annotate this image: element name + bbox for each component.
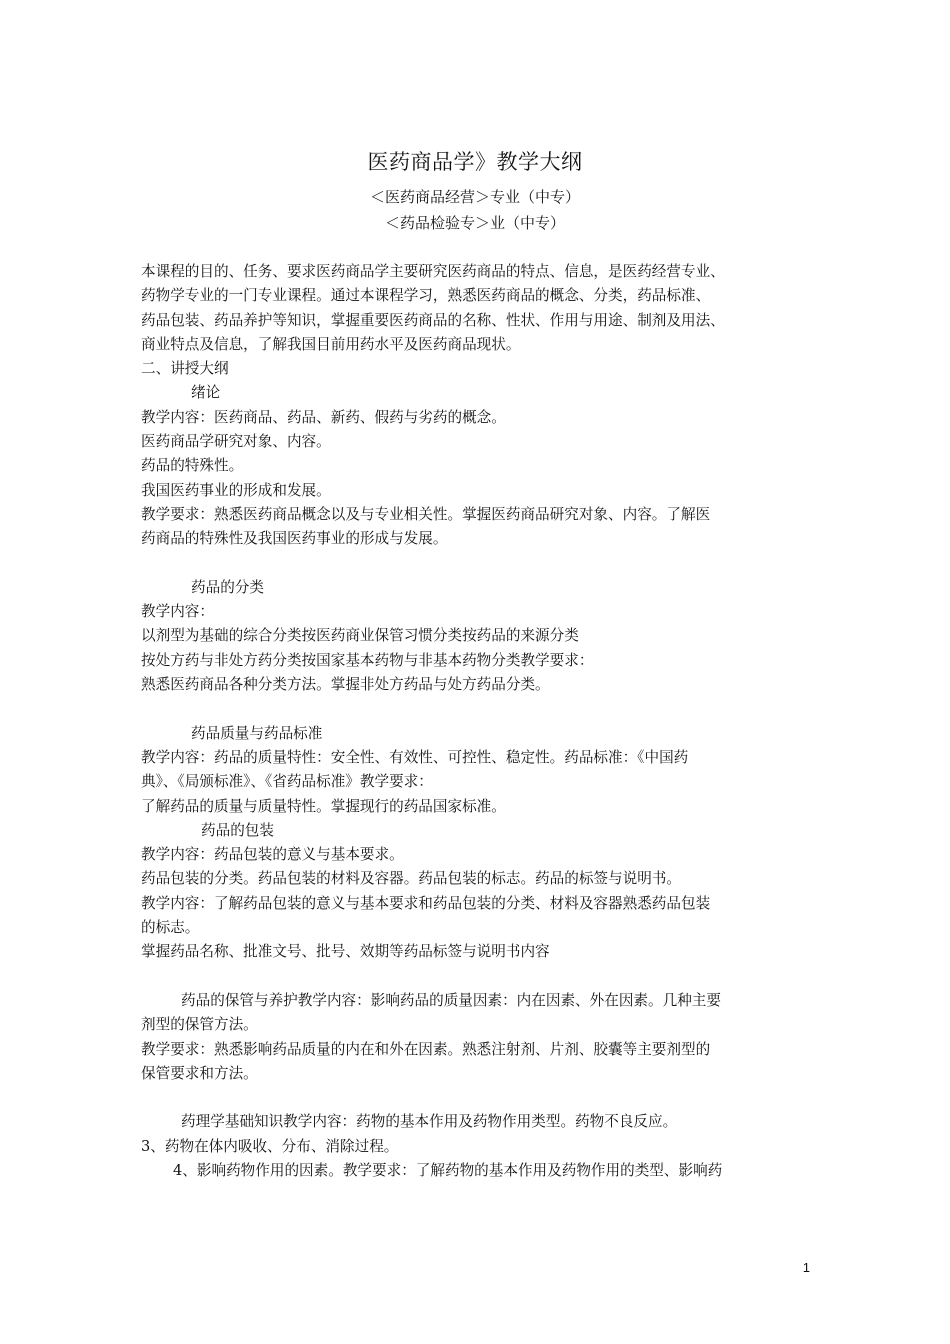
paragraph-line: 教学内容： (141, 603, 214, 621)
document-body (141, 260, 821, 1183)
paragraph-line: 医药商品学研究对象、内容。 (141, 433, 331, 451)
paragraph-line: 以剂型为基础的综合分类按医药商业保管习惯分类按药品的来源分类 (141, 627, 579, 645)
paragraph-line: 了解药品的质量与质量特性。掌握现行的药品国家标准。 (141, 797, 506, 815)
paragraph-line: 4、影响药物作用的因素。教学要求：了解药物的基本作用及药物作用的类型、影响药 (173, 1161, 723, 1179)
paragraph-line: 教学要求：熟悉医药商品概念以及与专业相关性。掌握医药商品研究对象、内容。了解医 (141, 505, 711, 523)
section-heading-packaging: 药品的包装 (201, 821, 274, 839)
paragraph-line: 药品包装、药品养护等知识，掌握重要医药商品的名称、性状、作用与用途、制剂及用法、 (141, 311, 725, 329)
section-pharmacology-first-line: 药理学基础知识教学内容：药物的基本作用及药物作用类型。药物不良反应。 (181, 1113, 678, 1131)
paragraph-line: 教学内容：医药商品、药品、新药、假药与劣药的概念。 (141, 408, 506, 426)
paragraph-line: 药商品的特殊性及我国医药事业的形成与发展。 (141, 530, 448, 548)
paragraph-line: 按处方药与非处方药分类按国家基本药物与非基本药物分类教学要求： (141, 651, 594, 669)
paragraph-line: 本课程的目的、任务、要求医药商品学主要研究医药商品的特点、信息，是医药经营专业、 (141, 263, 725, 280)
paragraph-line: 教学内容：药品的质量特性：安全性、有效性、可控性、稳定性。药品标准：《中国药 (141, 748, 689, 766)
section-heading-intro: 绪论 (191, 384, 221, 402)
paragraph-line: 掌握药品名称、批准文号、批号、效期等药品标签与说明书内容 (141, 943, 550, 961)
section-storage-first-line: 药品的保管与养护教学内容：影响药品的质量因素：内在因素、外在因素。几种主要 (181, 991, 721, 1009)
paragraph-line: 保管要求和方法。 (141, 1064, 258, 1082)
paragraph-line: 剂型的保管方法。 (141, 1016, 258, 1034)
page-number: 1 (802, 1260, 810, 1275)
paragraph-line: 我国医药事业的形成和发展。 (141, 481, 331, 499)
paragraph-line: 教学内容：药品包装的意义与基本要求。 (141, 846, 404, 864)
paragraph-line: 教学要求：熟悉影响药品质量的内在和外在因素。熟悉注射剂、片剂、胶囊等主要剂型的 (141, 1040, 711, 1058)
paragraph-line: 药物学专业的一门专业课程。通过本课程学习，熟悉医药商品的概念、分类，药品标准、 (141, 287, 711, 305)
paragraph-line: 典》、《局颁标准》、《省药品标准》教学要求： (141, 773, 433, 791)
paragraph-line: 药品的特殊性。 (141, 457, 244, 475)
subtitle-major-1: ＜医药商品经营＞专业（中专） (369, 188, 580, 206)
paragraph-line: 商业特点及信息，了解我国目前用药水平及医药商品现状。 (141, 335, 521, 353)
page-title: 医药商品学》教学大纲 (367, 150, 583, 174)
subtitle-major-2: ＜药品检验专＞业（中专） (384, 214, 565, 232)
paragraph-line: 药品包装的分类。药品包装的材料及容器。药品包装的标志。药品的标签与说明书。 (141, 870, 681, 888)
paragraph-line: 的标志。 (141, 919, 200, 937)
paragraph-line: 教学内容：了解药品包装的意义与基本要求和药品包装的分类、材料及容器熟悉药品包装 (141, 894, 711, 912)
section-heading-outline: 二、讲授大纲 (141, 360, 229, 378)
paragraph-line: 3、药物在体内吸收、分布、消除过程。 (141, 1137, 399, 1155)
section-heading-quality: 药品质量与药品标准 (191, 724, 323, 742)
section-heading-classification: 药品的分类 (191, 578, 264, 596)
paragraph-line: 熟悉医药商品各种分类方法。掌握非处方药品与处方药品分类。 (141, 676, 550, 694)
